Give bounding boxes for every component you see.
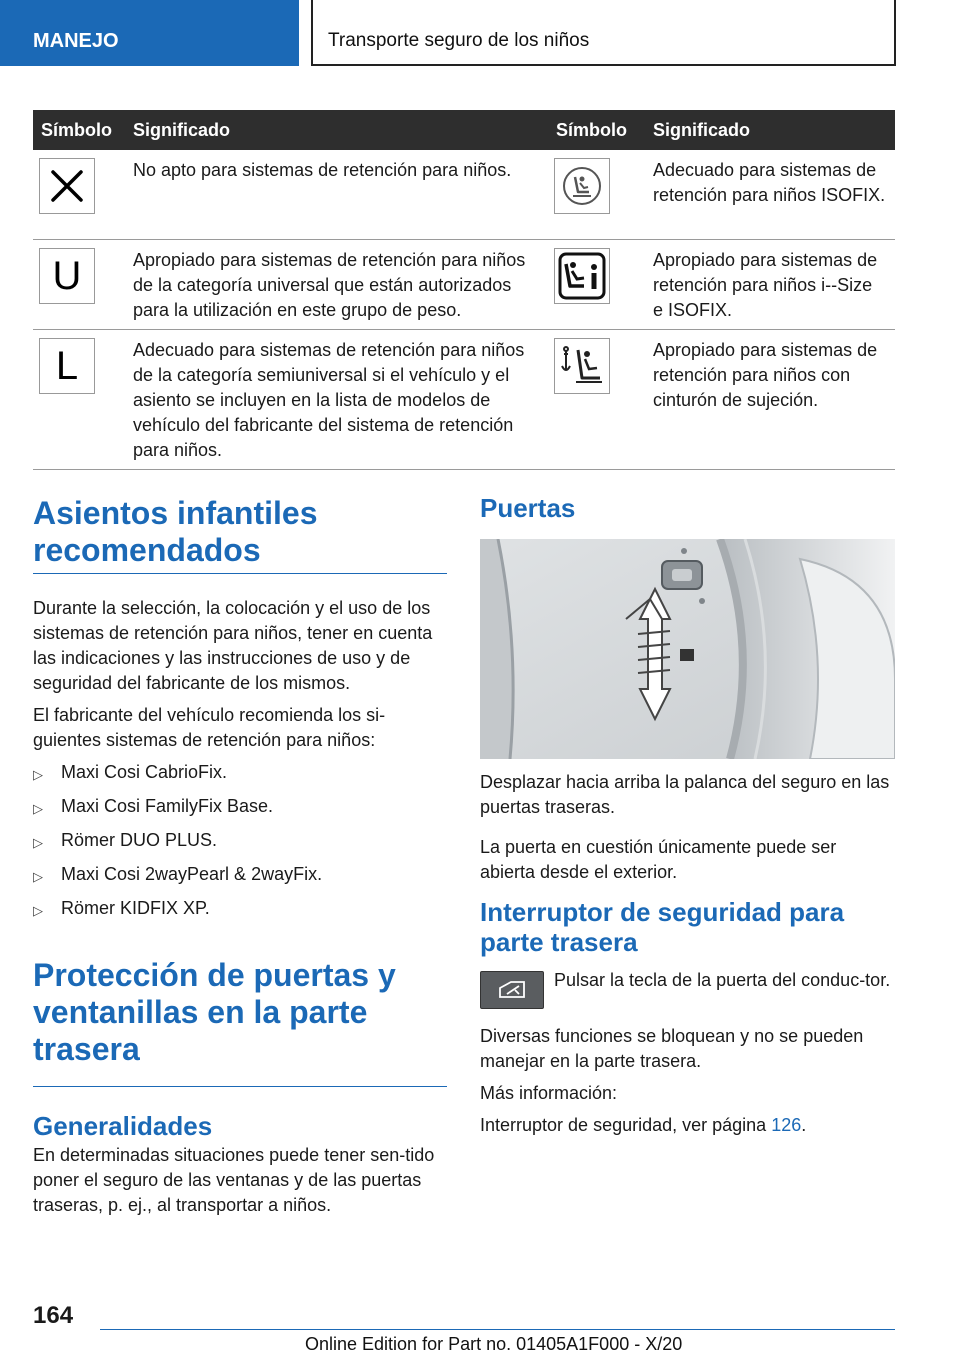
right-column bbox=[480, 493, 895, 1138]
paragraph: Desplazar hacia arriba la palanca del seguro en las puertas traseras. bbox=[480, 772, 890, 817]
heading-general: Generalidades bbox=[33, 1111, 213, 1141]
paragraph: Durante la selección, la colocación y el uso de los sistemas de retención para niños, tener en cuenta las indicaciones y las instrucciones de uso y de seguridad del fabricante de los mismos. bbox=[33, 598, 433, 693]
safety-switch-block bbox=[480, 968, 895, 1009]
triangle-bullet-icon: ▷ bbox=[33, 903, 43, 918]
paragraph: Diversas funciones se bloquean y no se pueden manejar en la parte trasera. bbox=[480, 1026, 864, 1071]
table-header-row bbox=[33, 110, 895, 150]
meaning-text: Apropiado para sistemas de retención para niños de la categoría universal que están autorizados para la utilización en este grupo de peso. bbox=[133, 250, 526, 320]
symbol-table bbox=[33, 110, 895, 470]
list-item: ▷ Römer KIDFIX XP. bbox=[33, 896, 447, 923]
header-symbol-2: Símbolo bbox=[556, 119, 627, 140]
page-title-box bbox=[311, 0, 896, 66]
list-item: ▷ Maxi Cosi FamilyFix Base. bbox=[33, 794, 447, 821]
paragraph: En determinadas situaciones puede tener sen-tido poner el seguro de las ventanas y de las puertas traseras, p. ej., al transportar a niños. bbox=[33, 1145, 435, 1215]
paragraph: El fabricante del vehículo recomienda los si-guientes sistemas de retención para niños: bbox=[33, 705, 386, 750]
list-item: ▷ Römer DUO PLUS. bbox=[33, 828, 447, 855]
meaning-text: Apropiado para sistemas de retención para niños i--Size e ISOFIX. bbox=[653, 250, 878, 320]
cross-reference: Interruptor de seguridad, ver página 126. bbox=[480, 1115, 807, 1135]
meaning-text: Adecuado para sistemas de retención para niños ISOFIX. bbox=[653, 160, 886, 205]
left-column bbox=[33, 495, 447, 1218]
heading-rule bbox=[33, 1086, 447, 1087]
heading-rule bbox=[33, 573, 447, 574]
list-item: ▷ Maxi Cosi 2wayPearl & 2wayFix. bbox=[33, 862, 447, 889]
paragraph: Más información: bbox=[480, 1083, 618, 1103]
triangle-bullet-icon: ▷ bbox=[33, 801, 43, 816]
triangle-bullet-icon: ▷ bbox=[33, 767, 43, 782]
footer-edition: Online Edition for Part no. 01405A1F000 - X/20 bbox=[305, 1334, 683, 1354]
header-meaning-2: Significado bbox=[653, 119, 751, 140]
page-title: Transporte seguro de los niños bbox=[328, 30, 590, 51]
meaning-text: No apto para sistemas de retención para niños. bbox=[133, 160, 512, 180]
chapter-tab bbox=[0, 0, 299, 66]
isofix-seat-icon bbox=[554, 158, 610, 214]
footer-rule bbox=[100, 1329, 895, 1330]
x-not-suitable-icon bbox=[39, 158, 95, 214]
header-meaning-1: Significado bbox=[133, 119, 231, 140]
tether-seat-icon bbox=[554, 338, 610, 394]
header-symbol-1: Símbolo bbox=[41, 119, 112, 140]
i-size-seat-icon bbox=[554, 248, 610, 304]
table-row bbox=[33, 330, 895, 470]
window-lock-button-icon bbox=[480, 971, 544, 1009]
list-item: ▷ Maxi Cosi CabrioFix. bbox=[33, 760, 447, 787]
door-lock-lever-image bbox=[480, 539, 895, 759]
triangle-bullet-icon: ▷ bbox=[33, 869, 43, 884]
triangle-bullet-icon: ▷ bbox=[33, 835, 43, 850]
letter-u-icon: U bbox=[39, 248, 95, 304]
heading-doors: Puertas bbox=[480, 493, 576, 523]
meaning-text: Adecuado para sistemas de retención para niños de la categoría semiuniversal si el vehículo y el asiento se incluyen en la lista de modelos de vehículo del fabricante del sistema de retención para niños. bbox=[133, 340, 525, 460]
heading-recommended-seats: Asientos infantiles recomendados bbox=[33, 495, 318, 568]
heading-safety-switch: Interruptor de seguridad para parte trasera bbox=[480, 897, 845, 957]
heading-door-window-protection: Protección de puertas y ventanillas en la parte trasera bbox=[33, 957, 396, 1067]
table-row bbox=[33, 240, 895, 330]
chapter-label: MANEJO bbox=[33, 30, 119, 52]
page-link-126[interactable]: 126 bbox=[771, 1115, 802, 1135]
table-row bbox=[33, 150, 895, 240]
paragraph: Pulsar la tecla de la puerta del conduc-tor. bbox=[554, 970, 891, 990]
letter-l-icon: L bbox=[39, 338, 95, 394]
recommended-seats-list bbox=[33, 760, 447, 923]
paragraph: La puerta en cuestión únicamente puede ser abierta desde el exterior. bbox=[480, 837, 837, 882]
door-lock-illustration bbox=[480, 539, 895, 759]
page-number: 164 bbox=[33, 1302, 74, 1329]
meaning-text: Apropiado para sistemas de retención para niños con cinturón de sujeción. bbox=[653, 340, 878, 410]
